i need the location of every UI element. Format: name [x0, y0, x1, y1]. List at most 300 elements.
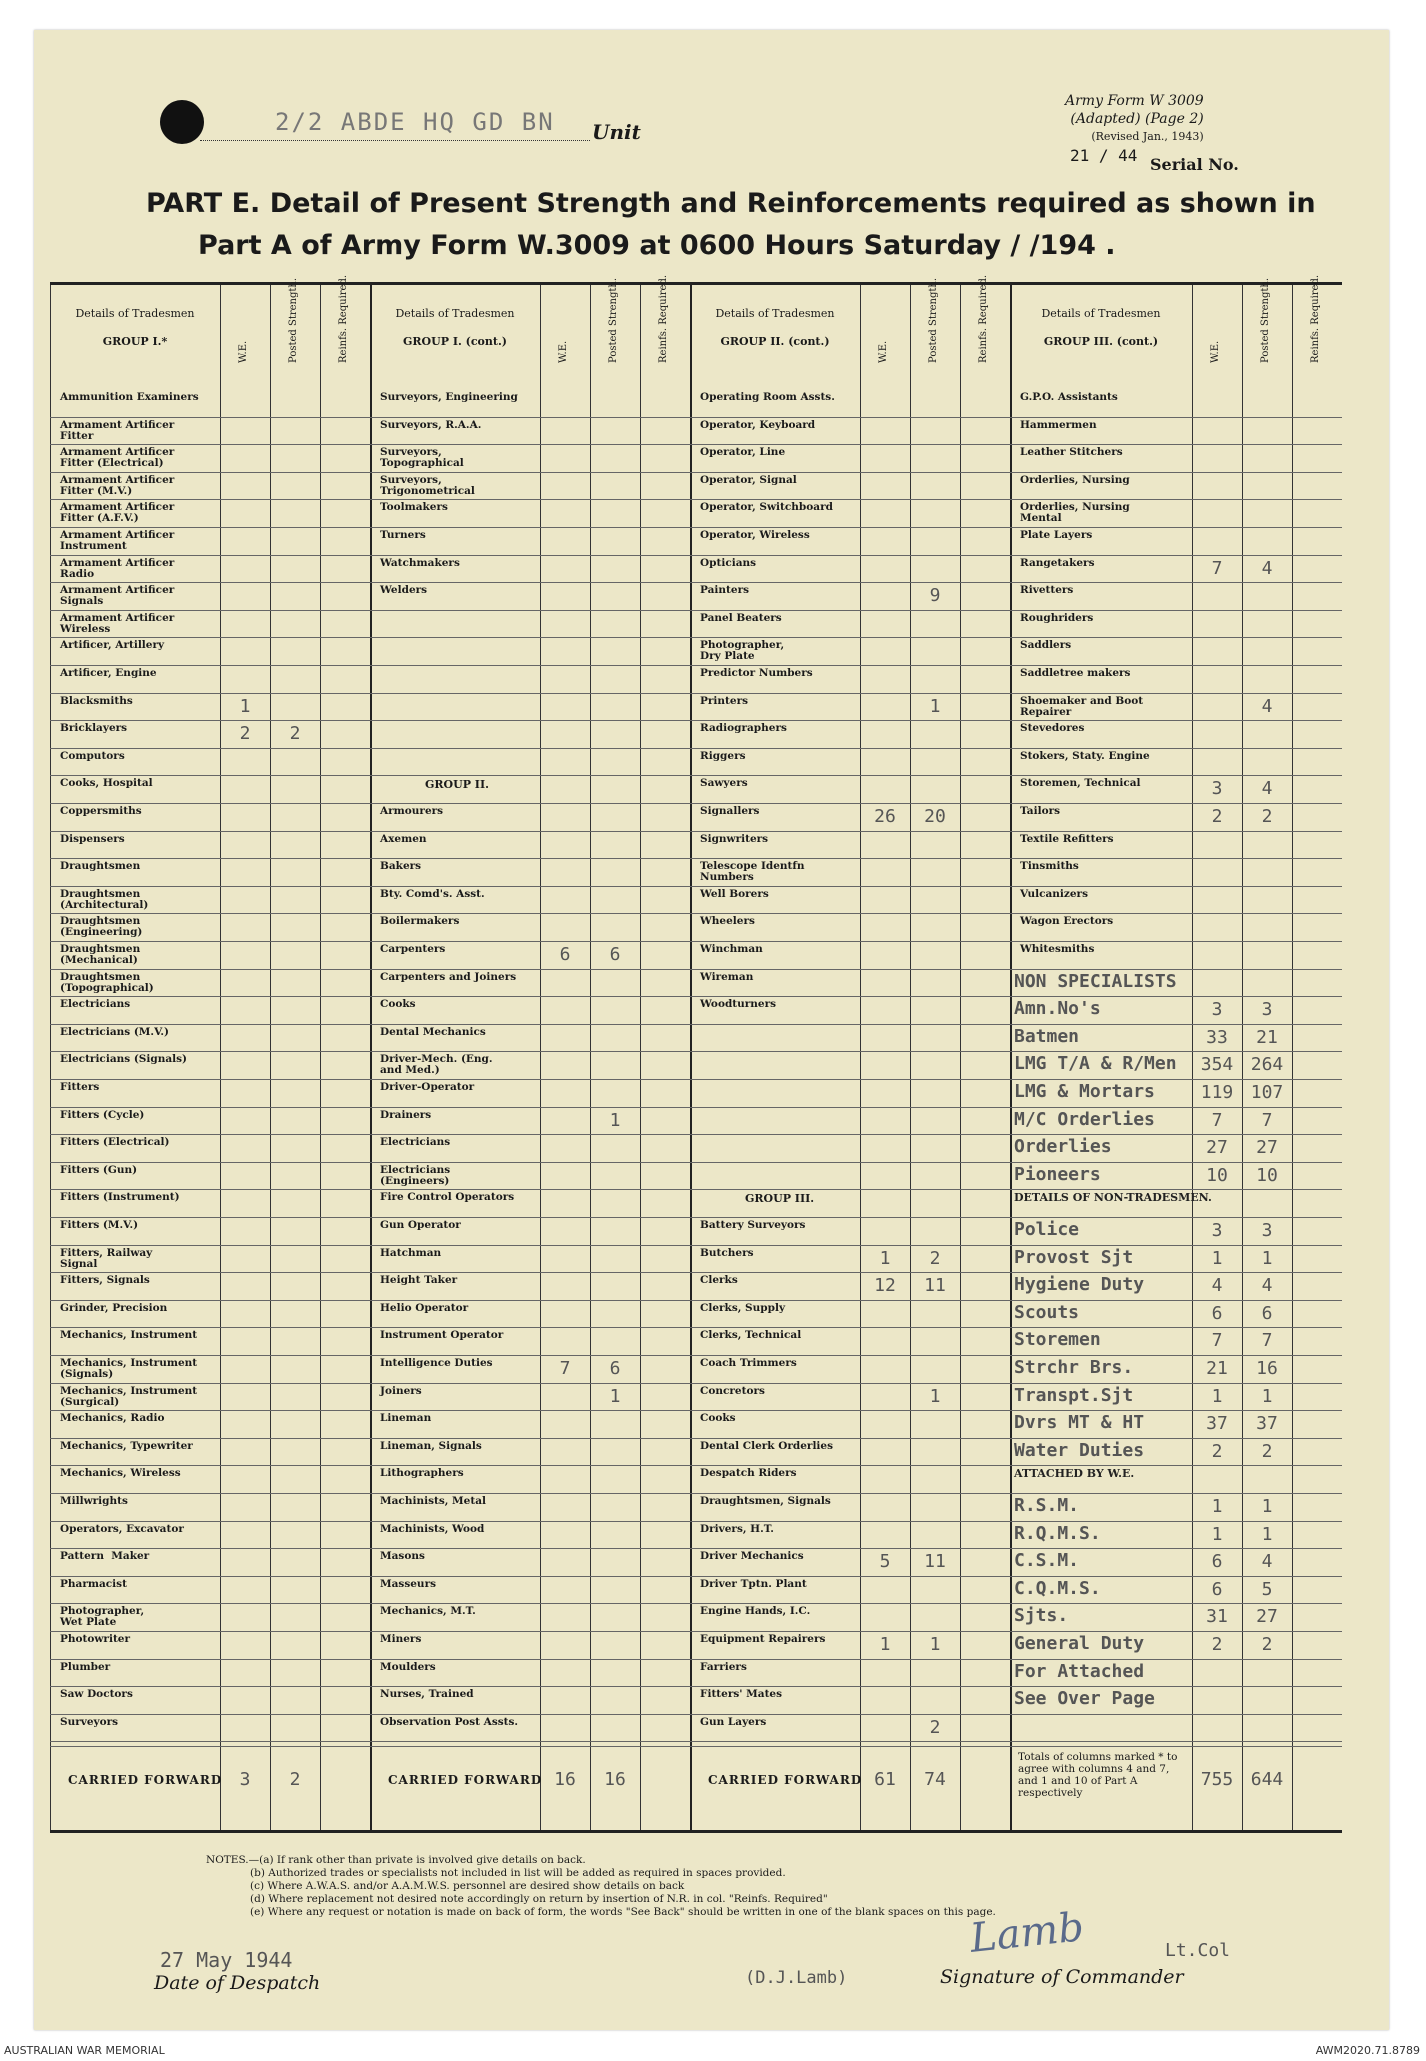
posted-value: 9	[929, 585, 941, 607]
group-heading: GROUP III.	[745, 1192, 815, 1206]
trade-label: Miners	[380, 1633, 422, 1645]
trade-label: Armament Artificer Fitter (Electrical)	[60, 446, 175, 470]
trade-label: Predictor Numbers	[700, 667, 813, 679]
typed-entry: See Over Page	[1014, 1688, 1155, 1710]
we-value: 1	[1211, 1385, 1223, 1407]
trade-label: Panel Beaters	[700, 611, 782, 624]
posted-value: 6	[609, 944, 621, 965]
trade-label: Butchers	[700, 1246, 754, 1259]
note-line: (d) Where replacement not desired note accordingly on return by insertion of N.R. in col. "Reinfs. Required"	[250, 1893, 828, 1905]
posted-value: 5	[1261, 1578, 1273, 1600]
trade-label: Pharmacist	[60, 1577, 127, 1590]
posted-value: 20	[924, 806, 946, 827]
trade-label: Fitters (M.V.)	[60, 1219, 139, 1231]
trade-label: Welders	[380, 584, 428, 597]
posted-value: 4	[1261, 1275, 1273, 1297]
form-title-line2: Part A of Army Form W.3009 at 0600 Hours Saturday / /194 .	[198, 230, 1116, 261]
typed-entry: Orderlies	[1014, 1136, 1112, 1158]
trade-label: Gun Layers	[700, 1715, 767, 1728]
we-value: 5	[879, 1551, 891, 1573]
trade-label: Mechanics, Wireless	[60, 1467, 181, 1480]
trade-label: Battery Surveyors	[700, 1219, 806, 1231]
typed-entry: ATTACHED BY W.E.	[1014, 1467, 1135, 1481]
posted-value: 4	[1261, 778, 1273, 800]
posted-value: 1	[1261, 1523, 1273, 1545]
table-row	[370, 693, 690, 722]
trade-label: Operating Room Assts.	[700, 391, 835, 403]
trade-label: Armament Artificer Fitter	[60, 418, 175, 442]
typed-entry: Transpt.Sjt	[1014, 1384, 1134, 1406]
we-value: 354	[1200, 1054, 1234, 1076]
trade-label: Clerks, Supply	[700, 1301, 786, 1314]
trade-label: Grinder, Precision	[60, 1301, 168, 1314]
trade-label: Electricians	[380, 1136, 451, 1149]
despatch-label: Date of Despatch	[154, 1972, 321, 1994]
column-header-posted: Posted Strength.	[928, 277, 939, 363]
typed-entry: C.S.M.	[1014, 1550, 1080, 1572]
posted-value: 11	[924, 1551, 946, 1573]
serial-value: 21 / 44	[1070, 146, 1138, 165]
posted-value: 27	[1256, 1137, 1278, 1159]
table-row	[690, 1272, 1010, 1301]
table-row	[690, 1051, 1010, 1080]
trade-label: Bricklayers	[60, 722, 128, 735]
posted-value: 1	[609, 1385, 621, 1407]
unit-label: Unit	[592, 120, 641, 144]
column-header-reinfs: Reinfs. Required.	[658, 274, 669, 363]
trade-label: Fire Control Operators	[380, 1191, 515, 1204]
posted-value: 6	[609, 1358, 621, 1379]
trade-label: Signallers	[700, 805, 760, 817]
trade-label: Stevedores	[1020, 722, 1085, 735]
posted-value: 3	[1261, 1220, 1273, 1241]
typed-entry: DETAILS OF NON-TRADESMEN.	[1014, 1191, 1212, 1205]
table-row	[1010, 1714, 1342, 1743]
trade-label: Draughtsmen (Mechanical)	[60, 943, 141, 966]
posted-value: 3	[1261, 999, 1273, 1021]
trade-label: Operator, Signal	[700, 473, 797, 486]
trade-label: Masons	[380, 1550, 425, 1563]
column-header-we: W.E.	[238, 340, 249, 363]
trade-label: Operator, Line	[700, 446, 786, 459]
trade-label: Driver-Mech. (Eng. and Med.)	[380, 1053, 493, 1077]
trade-label: Cooks	[380, 998, 416, 1011]
table-row	[690, 1162, 1010, 1191]
posted-value: 1	[929, 695, 941, 717]
trade-label: Orderlies, Nursing	[1020, 473, 1130, 486]
column-header-group: GROUP I.*	[102, 335, 168, 348]
trade-label: Cooks, Hospital	[60, 777, 153, 790]
trade-label: Helio Operator	[380, 1301, 469, 1314]
trade-label: Wheelers	[700, 915, 755, 928]
we-value: 7	[559, 1358, 571, 1379]
posted-value: 107	[1250, 1082, 1284, 1103]
trade-label: Surveyors	[60, 1715, 119, 1728]
trade-label: Electricians (Signals)	[60, 1053, 188, 1066]
trade-label: Leather Stitchers	[1020, 446, 1123, 459]
trade-label: Mechanics, Typewriter	[60, 1439, 193, 1452]
carried-forward-we: 16	[554, 1769, 576, 1790]
trade-label: Driver-Operator	[380, 1081, 475, 1093]
trade-label: Mechanics, Instrument (Surgical)	[60, 1384, 198, 1408]
table-row	[370, 996, 690, 1025]
carried-forward-posted: 16	[604, 1769, 626, 1790]
serial-label: Serial No.	[1150, 155, 1239, 174]
note-line: (b) Authorized trades or specialists not included in list will be added as required in spaces provided.	[250, 1867, 786, 1879]
carried-forward-posted: 644	[1250, 1769, 1284, 1790]
carried-forward-label: CARRIED FORWARD	[708, 1773, 863, 1787]
table-row	[690, 1134, 1010, 1163]
trade-label: Dispensers	[60, 832, 125, 845]
trade-label: Millwrights	[60, 1495, 128, 1507]
trade-label: Storemen, Technical	[1020, 777, 1141, 790]
trade-label: Draughtsmen, Signals	[700, 1495, 831, 1507]
footer-right: AWM2020.71.8789	[1315, 2044, 1420, 2057]
table-row	[370, 610, 690, 639]
we-value: 37	[1206, 1413, 1228, 1435]
trade-label: Carpenters	[380, 943, 446, 955]
posted-value: 1	[1261, 1496, 1273, 1517]
typed-entry: Batmen	[1014, 1025, 1080, 1047]
we-value: 4	[1211, 1275, 1223, 1297]
trade-label: Opticians	[700, 556, 757, 569]
posted-value: 7	[1261, 1330, 1273, 1352]
trade-label: Mechanics, M.T.	[380, 1605, 476, 1618]
trade-label: Drivers, H.T.	[700, 1522, 774, 1535]
trade-label: Stokers, Staty. Engine	[1020, 749, 1150, 762]
form-id-line2: (Adapted) (Page 2)	[1070, 111, 1204, 127]
we-value: 3	[1211, 999, 1223, 1021]
table-row	[370, 665, 690, 694]
note-line: (e) Where any request or notation is made on back of form, the words "See Back" should be written in one of the blank spaces on this page.	[250, 1906, 996, 1918]
trade-label: Turners	[380, 529, 426, 541]
typed-entry: Strchr Brs.	[1014, 1357, 1134, 1378]
trade-label: Photographer, Wet Plate	[60, 1605, 145, 1629]
typed-entry: Sjts.	[1014, 1605, 1069, 1627]
column-header-we: W.E.	[878, 340, 889, 363]
we-value: 7	[1211, 1109, 1223, 1131]
trade-label: Moulders	[380, 1660, 436, 1673]
column-header-we: W.E.	[558, 340, 569, 363]
posted-value: 27	[1256, 1606, 1278, 1628]
trade-label: Cooks	[700, 1412, 736, 1425]
posted-value: 4	[1261, 695, 1273, 717]
typed-entry: LMG & Mortars	[1014, 1081, 1155, 1102]
trade-label: Winchman	[700, 943, 763, 955]
trade-label: Electricians	[60, 998, 131, 1011]
posted-value: 10	[1256, 1164, 1278, 1186]
trade-label: Instrument Operator	[380, 1329, 504, 1342]
notes-section	[206, 1854, 996, 1919]
trade-label: Armament Artificer Fitter (A.F.V.)	[60, 501, 175, 525]
form-title-line1: PART E. Detail of Present Strength and Reinforcements required as shown in	[146, 188, 1316, 219]
trade-label: Fitters	[60, 1081, 100, 1093]
trade-label: Farriers	[700, 1660, 747, 1673]
trade-label: Wagon Erectors	[1020, 915, 1114, 928]
trade-label: Saddletree makers	[1020, 667, 1131, 679]
typed-entry: Amn.No's	[1014, 998, 1101, 1020]
column-header-details: Details of Tradesmen	[395, 307, 515, 320]
trade-label: Concretors	[700, 1384, 765, 1397]
we-value: 6	[1211, 1551, 1223, 1573]
trade-label: Draughtsmen (Topographical)	[60, 970, 154, 994]
group-heading: GROUP II.	[425, 778, 489, 792]
posted-value: 1	[929, 1634, 941, 1655]
we-value: 3	[1211, 778, 1223, 800]
trade-label: Fitters (Instrument)	[60, 1191, 180, 1204]
posted-value: 1	[1261, 1385, 1273, 1407]
trade-label: Toolmakers	[380, 501, 448, 514]
we-value: 2	[239, 723, 251, 745]
form-identifier	[1065, 92, 1204, 146]
typed-entry: Hygiene Duty	[1014, 1274, 1145, 1296]
posted-value: 2	[929, 1716, 941, 1738]
table-row	[690, 1024, 1010, 1053]
punch-hole	[160, 100, 204, 144]
we-value: 2	[1211, 1634, 1223, 1655]
typed-entry: General Duty	[1014, 1633, 1145, 1654]
typed-entry: Dvrs MT & HT	[1014, 1412, 1145, 1434]
trade-label: Draughtsmen (Engineering)	[60, 915, 143, 939]
carried-forward-posted: 2	[289, 1769, 301, 1790]
trade-label: Telescope Identfn Numbers	[700, 860, 805, 884]
we-value: 1	[879, 1634, 891, 1655]
table-row	[690, 1410, 1010, 1439]
trade-label: Fitters, Railway Signal	[60, 1246, 153, 1270]
trade-label: Joiners	[380, 1384, 422, 1397]
typed-entry: R.S.M.	[1014, 1495, 1080, 1516]
posted-value: 21	[1256, 1026, 1278, 1048]
trade-label: Intelligence Duties	[380, 1357, 493, 1369]
trade-label: Plate Layers	[1020, 529, 1093, 541]
table-row	[690, 1189, 1010, 1218]
we-value: 3	[1211, 1220, 1223, 1241]
trade-label: Woodturners	[700, 998, 777, 1011]
column-header-reinfs: Reinfs. Required.	[978, 274, 989, 363]
carried-forward-label: CARRIED FORWARD	[388, 1773, 543, 1787]
trade-label: Fitters (Electrical)	[60, 1136, 170, 1149]
signature-label: Signature of Commander	[940, 1966, 1184, 1988]
trade-label: Watchmakers	[380, 556, 460, 569]
trade-label: Engine Hands, I.C.	[700, 1605, 811, 1618]
trade-label: Dental Mechanics	[380, 1025, 486, 1038]
typed-entry: C.Q.M.S.	[1014, 1577, 1101, 1599]
trade-label: Plumber	[60, 1660, 111, 1673]
trade-label: Boilermakers	[380, 915, 460, 928]
column-header-posted: Posted Strength.	[288, 277, 299, 363]
table-row	[370, 637, 690, 666]
trade-label: Tinsmiths	[1020, 860, 1079, 873]
trade-label: Operators, Excavator	[60, 1522, 184, 1535]
trade-label: Coppersmiths	[60, 805, 142, 817]
trade-label: Whitesmiths	[1020, 943, 1095, 955]
despatch-date: 27 May 1944	[160, 1948, 293, 1972]
trade-label: Lithographers	[380, 1467, 464, 1480]
commander-signature: Lamb	[967, 1904, 1087, 1962]
we-value: 31	[1206, 1606, 1228, 1628]
trade-label: Fitters' Mates	[700, 1688, 783, 1701]
posted-value: 4	[1261, 1551, 1273, 1573]
trade-label: Mechanics, Instrument (Signals)	[60, 1357, 198, 1380]
we-value: 1	[1211, 1523, 1223, 1545]
typed-entry: Provost Sjt	[1014, 1246, 1134, 1268]
trade-label: Electricians (M.V.)	[60, 1025, 170, 1038]
we-value: 6	[559, 944, 571, 965]
posted-value: 4	[1261, 557, 1273, 579]
trade-label: Clerks, Technical	[700, 1329, 802, 1342]
trade-label: Textile Refitters	[1020, 832, 1114, 845]
trade-label: Radiographers	[700, 722, 787, 735]
trade-label: Fitters (Cycle)	[60, 1108, 145, 1121]
column-header-posted: Posted Strength.	[1260, 277, 1271, 363]
posted-value: 2	[289, 723, 301, 745]
trade-label: Driver Mechanics	[700, 1550, 804, 1563]
commander-name: (D.J.Lamb)	[745, 1968, 848, 1988]
trade-label: Artificer, Engine	[60, 667, 157, 679]
trade-label: Surveyors, Trigonometrical	[380, 473, 475, 497]
we-value: 12	[874, 1275, 896, 1297]
posted-value: 16	[1256, 1358, 1278, 1379]
trade-label: Operator, Keyboard	[700, 418, 816, 431]
trade-label: Fitters, Signals	[60, 1274, 150, 1287]
trade-label: Armament Artificer Signals	[60, 584, 175, 608]
column-header-group: GROUP III. (cont.)	[1043, 335, 1159, 348]
posted-value: 264	[1250, 1054, 1284, 1076]
typed-entry: R.Q.M.S.	[1014, 1522, 1101, 1544]
we-value: 33	[1206, 1026, 1228, 1048]
trade-label: Tailors	[1020, 805, 1061, 817]
trade-label: Bakers	[380, 860, 422, 873]
table-row	[370, 775, 690, 804]
trade-label: Shoemaker and Boot Repairer	[1020, 694, 1144, 718]
typed-entry: Pioneers	[1014, 1163, 1101, 1185]
trade-label: Saw Doctors	[60, 1688, 133, 1701]
footer-left: AUSTRALIAN WAR MEMORIAL	[4, 2044, 165, 2057]
form-id-line3: (Revised Jan., 1943)	[1091, 130, 1204, 143]
posted-value: 11	[924, 1275, 946, 1297]
column-header-details: Details of Tradesmen	[75, 307, 195, 320]
we-value: 1	[239, 695, 251, 717]
posted-value: 7	[1261, 1109, 1273, 1131]
trade-label: Computors	[60, 749, 125, 762]
column-header-details: Details of Tradesmen	[1041, 307, 1161, 320]
trade-label: Rangetakers	[1020, 556, 1095, 569]
trade-label: Riggers	[700, 749, 746, 762]
trade-label: Fitters (Gun)	[60, 1163, 138, 1176]
typed-entry: LMG T/A & R/Men	[1014, 1053, 1177, 1075]
posted-value: 37	[1256, 1413, 1278, 1435]
trade-label: Draughtsmen (Architectural)	[60, 887, 149, 911]
trade-label: Machinists, Wood	[380, 1522, 485, 1535]
we-value: 27	[1206, 1137, 1228, 1159]
note-line: (c) Where A.W.A.S. and/or A.A.M.W.S. personnel are desired show details on back	[250, 1880, 685, 1892]
trade-label: Drainers	[380, 1108, 432, 1121]
we-value: 2	[1211, 806, 1223, 827]
trade-label: Carpenters and Joiners	[380, 970, 517, 983]
table-row	[690, 1107, 1010, 1136]
trade-label: Operator, Switchboard	[700, 501, 833, 514]
we-value: 7	[1211, 1330, 1223, 1352]
trade-label: Axemen	[380, 832, 427, 845]
trade-label: Rivetters	[1020, 584, 1074, 597]
trade-label: Masseurs	[380, 1577, 437, 1590]
trade-label: Blacksmiths	[60, 694, 133, 707]
typed-entry: Storemen	[1014, 1329, 1101, 1351]
column-header-we: W.E.	[1210, 340, 1221, 363]
trade-label: Well Borers	[700, 887, 769, 900]
trade-label: Machinists, Metal	[380, 1495, 486, 1507]
carried-forward-posted: 74	[924, 1769, 946, 1790]
carried-forward-we: 3	[239, 1769, 251, 1790]
typed-entry: For Attached	[1014, 1660, 1145, 1682]
table-row	[370, 720, 690, 749]
trade-label: Electricians (Engineers)	[380, 1163, 451, 1187]
trade-label: Hatchman	[380, 1246, 442, 1259]
trade-label: Pattern Maker	[60, 1550, 150, 1563]
table-row	[370, 748, 690, 777]
trade-label: Vulcanizers	[1020, 887, 1089, 900]
trade-label: Ammunition Examiners	[60, 391, 199, 403]
column-header-reinfs: Reinfs. Required.	[1310, 274, 1321, 363]
trade-label: Surveyors, Engineering	[380, 391, 518, 403]
trade-label: Dental Clerk Orderlies	[700, 1439, 834, 1452]
trade-label: G.P.O. Assistants	[1020, 391, 1118, 403]
commander-rank: Lt.Col	[1165, 1940, 1231, 1961]
we-value: 7	[1211, 557, 1223, 579]
typed-entry: M/C Orderlies	[1014, 1108, 1155, 1130]
trade-label: Photographer, Dry Plate	[700, 639, 785, 663]
trade-label: Bty. Comd's. Asst.	[380, 887, 485, 900]
trade-label: Draughtsmen	[60, 860, 141, 873]
typed-entry: Police	[1014, 1219, 1080, 1240]
we-value: 6	[1211, 1578, 1223, 1600]
posted-value: 1	[1261, 1247, 1273, 1269]
posted-value: 1	[929, 1385, 941, 1407]
typed-entry: Scouts	[1014, 1301, 1080, 1323]
form-id-line1: Army Form W 3009	[1065, 93, 1204, 109]
posted-value: 6	[1261, 1302, 1273, 1324]
trade-label: Armament Artificer Instrument	[60, 529, 175, 552]
trade-label: Surveyors, R.A.A.	[380, 418, 482, 431]
trade-label: Gun Operator	[380, 1219, 461, 1231]
we-value: 6	[1211, 1302, 1223, 1324]
trade-label: Signwriters	[700, 832, 769, 845]
typed-entry: Water Duties	[1014, 1439, 1145, 1461]
trade-label: Equipment Repairers	[700, 1633, 826, 1645]
trade-label: Coach Trimmers	[700, 1357, 797, 1369]
trade-label: Mechanics, Instrument	[60, 1329, 198, 1342]
totals-note: Totals of columns marked * to agree with columns 4 and 7, and 1 and 10 of Part A respectively	[1018, 1751, 1178, 1799]
trade-label: Operator, Wireless	[700, 529, 810, 541]
we-value: 119	[1200, 1082, 1234, 1103]
trade-label: Printers	[700, 694, 749, 707]
note-line: NOTES.—(a) If rank other than private is involved give details on back.	[206, 1854, 586, 1866]
unit-value: 2/2 ABDE HQ GD BN	[275, 108, 555, 136]
trade-label: Photowriter	[60, 1633, 131, 1645]
trade-label: Lineman	[380, 1412, 432, 1425]
we-value: 26	[874, 806, 896, 827]
trade-label: Driver Tptn. Plant	[700, 1577, 807, 1590]
we-value: 1	[879, 1247, 891, 1269]
trade-label: Armament Artificer Fitter (M.V.)	[60, 473, 175, 497]
trade-label: Artificer, Artillery	[60, 639, 165, 652]
trade-label: Mechanics, Radio	[60, 1412, 165, 1425]
posted-value: 2	[1261, 806, 1273, 827]
trade-label: Hammermen	[1020, 418, 1097, 431]
carried-forward-we: 755	[1200, 1769, 1234, 1790]
trade-label: Sawyers	[700, 777, 748, 790]
trade-label: Nurses, Trained	[380, 1688, 474, 1701]
